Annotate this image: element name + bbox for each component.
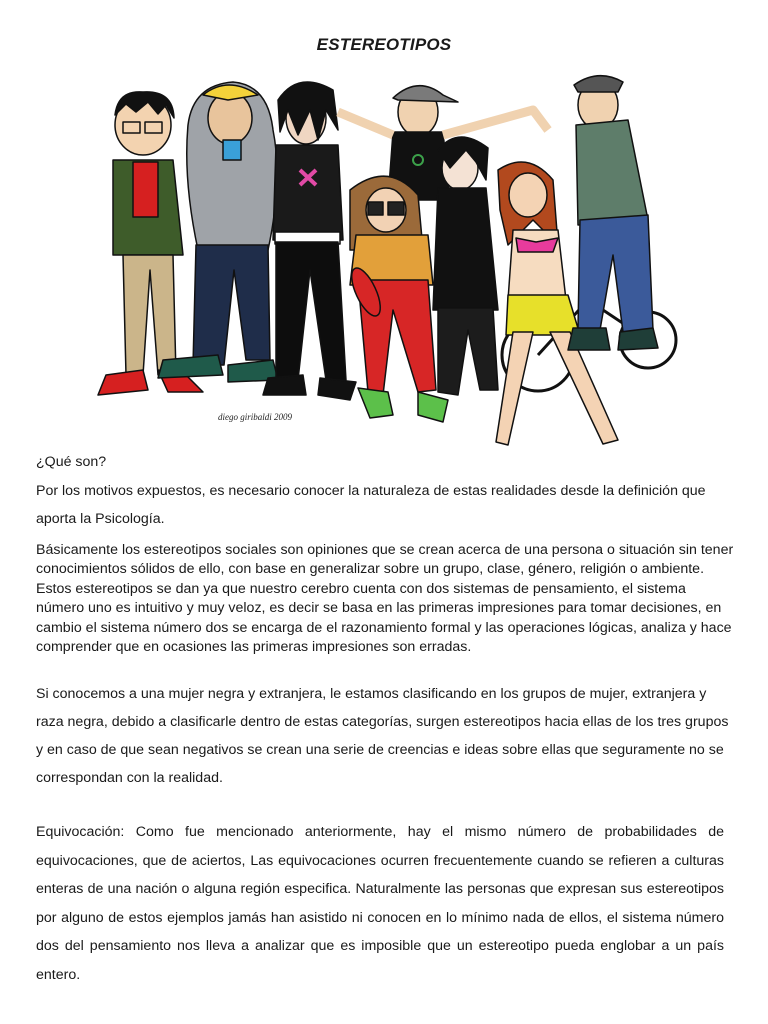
paragraph-2: Básicamente los estereotipos sociales son opiniones que se crean acerca de una persona o situación sin tener conocimientos sólidos de ello, con base en generalizar sobre un grupo, clase, género, religión o ambiente. Estos estereotipos se dan ya que nuestro cerebro cuenta con dos sistemas de pensamiento, el sistema número uno es intuitivo y muy veloz, es decir se basa en las primeras impresiones para tomar decisiones, en cambio el sistema número dos se encarga de el razonamiento formal y las operaciones lógicas, analiza y hace comprender que en ocasiones las primeras impresiones son erradas. [36, 542, 734, 656]
paragraph-4: Equivocación: Como fue mencionado anteriormente, hay el mismo número de probabilidades de equivocaciones, que de aciertos, Las equivocaciones ocurren frecuentemente cuando se refieren a culturas enteras de una nación o alguna región especifica. Naturalmente las personas que expresan sus estereotipos por alguno de estos ejemplos jamás han asistido ni conocen en lo mínimo nada de ellos, el sistema número dos del pensamiento nos lleva a analizar que es imposible que un estereotipo pueda englobar a un país entero. [36, 824, 724, 983]
paragraph-1: Por los motivos expuestos, es necesario conocer la naturaleza de estas realidades desde la definición que aporta la Psicología. [36, 483, 706, 527]
document-title: ESTEREOTIPOS [316, 35, 452, 54]
paragraph-3: Si conocemos a una mujer negra y extranjera, le estamos clasificando en los grupos de mujer, extranjera y raza negra, debido a clasificarle dentro de estas categorías, surgen estereotipos hacia ellas de los tres grupos y en caso de que sean negativos se crean una serie de creencias e ideas sobre ellas que seguramente no se correspondan con la realidad. [36, 686, 729, 786]
person-goth-icon [433, 137, 498, 395]
person-skater-icon [568, 76, 658, 350]
person-sunglasses-girl-icon [346, 176, 448, 422]
person-emo-icon [263, 82, 356, 400]
signature: diego giribaldi 2009 [218, 412, 292, 422]
cartoon-stereotypes-illustration [88, 70, 680, 450]
question-heading: ¿Qué son? [36, 454, 107, 470]
